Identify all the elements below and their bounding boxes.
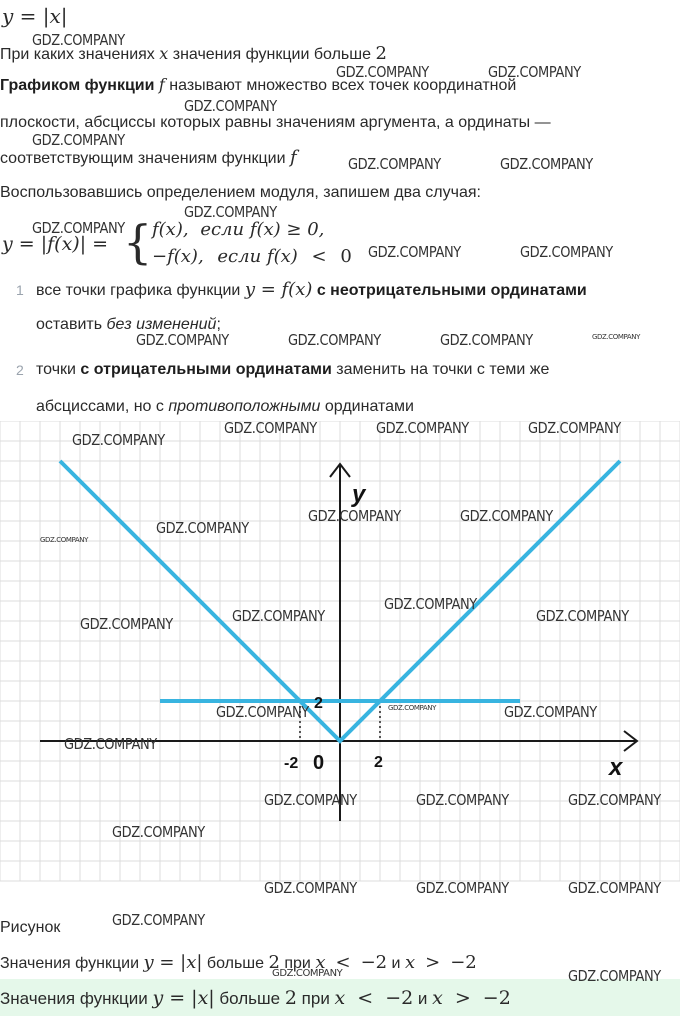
watermark-text: GDZ.COMPANY <box>264 880 357 898</box>
definition-line3-text: соответствующим значениям функции <box>0 150 290 167</box>
watermark-text: GDZ.COMPANY <box>568 968 661 986</box>
question-middle: значения функции больше <box>168 46 376 63</box>
step-1-formula: y = f(x) <box>244 279 313 300</box>
answer2-c: при <box>296 989 335 1008</box>
definition-line1-rest: называют множество всех точек координатной <box>164 77 517 94</box>
answer2-gt: > <box>454 987 471 1009</box>
watermark-text: GDZ.COMPANY <box>264 792 357 810</box>
step-2-number: 2 <box>16 362 24 378</box>
case2-expr: −f(x), <box>152 246 204 267</box>
watermark-text: GDZ.COMPANY <box>460 508 553 526</box>
watermark-text-small: GDZ.COMPANY <box>592 333 640 341</box>
watermark-text: GDZ.COMPANY <box>568 880 661 898</box>
level-label-2: 2 <box>314 695 323 712</box>
answer2-a: Значения функции <box>0 989 153 1008</box>
watermark-text: GDZ.COMPANY <box>156 520 249 538</box>
watermark-text: GDZ.COMPANY <box>384 596 477 614</box>
watermark-text: GDZ.COMPANY <box>528 420 621 438</box>
step-2-bold: с отрицательными ординатами <box>80 361 332 378</box>
step-1-end: ; <box>216 316 221 333</box>
system-lhs: y = |f(x)| = <box>2 233 109 255</box>
step-2-end: ординатами <box>320 398 414 415</box>
definition-line-3 <box>0 148 297 169</box>
watermark-text: GDZ.COMPANY <box>376 420 469 438</box>
answer-line-1 <box>0 953 477 974</box>
definition-line-2: плоскости, абсциссы которых равны значениям аргумента, а ординаты — <box>0 114 551 131</box>
case1-cond: если f(x) ≥ 0, <box>200 219 325 240</box>
answer2-n: 2 <box>284 987 297 1009</box>
answer2-x1: x <box>334 987 346 1009</box>
step-2-a-end: заменить на точки с теми же <box>331 361 550 378</box>
step-2-c: абсциссами, но с <box>36 398 169 415</box>
tick-label-pos-2: 2 <box>374 754 383 771</box>
step-1-number: 1 <box>16 282 24 298</box>
definition-f2: f <box>289 147 297 168</box>
watermark-text: GDZ.COMPANY <box>112 912 205 930</box>
answer1-n: 2 <box>268 952 280 973</box>
answer1-x2: x <box>404 952 416 973</box>
case2-cond-b: < <box>311 246 327 267</box>
watermark-text: GDZ.COMPANY <box>520 244 613 262</box>
answer1-x1: x <box>315 952 326 973</box>
answer1-gt: > <box>425 952 441 973</box>
watermark-text: GDZ.COMPANY <box>348 156 441 174</box>
system-brace: { <box>123 215 153 269</box>
system-case-2 <box>152 246 352 267</box>
answer1-b: больше <box>202 955 269 972</box>
watermark-text: GDZ.COMPANY <box>224 420 317 438</box>
watermark-text: GDZ.COMPANY <box>488 64 581 82</box>
answer2-d: и <box>413 989 433 1008</box>
watermark-text-small: GDZ.COMPANY <box>388 704 436 712</box>
watermark-text-small: GDZ.COMPANY <box>272 968 343 979</box>
watermark-text: GDZ.COMPANY <box>72 432 165 450</box>
case2-cond-a: если f(x) <box>217 246 298 267</box>
step-2-line-2 <box>36 397 414 417</box>
answer1-m: −2 <box>360 952 388 973</box>
step-2-italic: противоположными <box>168 398 321 415</box>
axis-label-y: y <box>352 481 366 508</box>
origin-label: 0 <box>313 752 325 774</box>
step-1-a: все точки графика функции <box>36 282 245 299</box>
answer1-lt: < <box>335 952 351 973</box>
figure-caption: Рисунок <box>0 919 61 936</box>
definition-bold: Графиком функции <box>0 77 159 94</box>
watermark-text: GDZ.COMPANY <box>216 704 309 722</box>
definition-f: f <box>158 75 165 94</box>
answer1-m2: −2 <box>450 952 477 973</box>
answer2-x2: x <box>432 987 443 1009</box>
watermark-text: GDZ.COMPANY <box>336 64 429 82</box>
question-prefix: При каких значениях <box>0 46 160 63</box>
step-1-c: оставить <box>36 316 107 333</box>
step-1-line-1 <box>36 280 587 301</box>
watermark-text: GDZ.COMPANY <box>32 132 125 150</box>
watermark-text: GDZ.COMPANY <box>568 792 661 810</box>
watermark-text: GDZ.COMPANY <box>184 98 277 116</box>
system-case-1 <box>152 219 324 240</box>
watermark-text: GDZ.COMPANY <box>184 204 277 222</box>
axis-label-x: x <box>609 754 623 781</box>
watermark-text: GDZ.COMPANY <box>288 332 381 350</box>
answer1-formula: y = |x| <box>143 952 203 973</box>
answer2-lt: < <box>357 987 374 1009</box>
watermark-text: GDZ.COMPANY <box>32 220 125 238</box>
watermark-text: GDZ.COMPANY <box>500 156 593 174</box>
step-1-italic: без изменений <box>106 316 217 333</box>
watermark-text: GDZ.COMPANY <box>232 608 325 626</box>
answer1-c: при <box>279 955 316 972</box>
case2-cond-c: 0 <box>340 246 352 267</box>
tick-label-neg-2: -2 <box>284 755 299 772</box>
watermark-text-small: GDZ.COMPANY <box>40 536 88 544</box>
case1-expr: f(x), <box>152 219 189 240</box>
watermark-text: GDZ.COMPANY <box>440 332 533 350</box>
watermark-text: GDZ.COMPANY <box>504 704 597 722</box>
answer2-m: −2 <box>385 987 414 1009</box>
step-2-line-1 <box>36 360 549 380</box>
question-var: x <box>159 44 169 63</box>
watermark-text: GDZ.COMPANY <box>416 880 509 898</box>
step-2-a: точки <box>36 361 81 378</box>
watermark-text: GDZ.COMPANY <box>416 792 509 810</box>
answer2-formula: y = |x| <box>152 987 215 1009</box>
watermark-text: GDZ.COMPANY <box>308 508 401 526</box>
watermark-text: GDZ.COMPANY <box>32 32 125 50</box>
question-value: 2 <box>375 43 387 64</box>
step-1-bold: с неотрицательными ординатами <box>312 282 587 299</box>
watermark-text: GDZ.COMPANY <box>64 736 157 754</box>
watermark-text: GDZ.COMPANY <box>368 244 461 262</box>
watermark-text: GDZ.COMPANY <box>136 332 229 350</box>
watermark-text: GDZ.COMPANY <box>536 608 629 626</box>
answer-line-2 <box>0 988 511 1009</box>
function-graph <box>0 421 680 901</box>
watermark-text: GDZ.COMPANY <box>112 824 205 842</box>
heading-formula: y = |x| <box>2 4 68 28</box>
answer1-a: Значения функции <box>0 955 144 972</box>
definition-line-1 <box>0 75 516 96</box>
modulus-intro: Воспользовавшись определением модуля, запишем два случая: <box>0 184 481 201</box>
answer1-d: и <box>387 955 405 972</box>
answer2-m2: −2 <box>482 987 511 1009</box>
watermark-text: GDZ.COMPANY <box>80 616 173 634</box>
answer2-b: больше <box>214 989 285 1008</box>
